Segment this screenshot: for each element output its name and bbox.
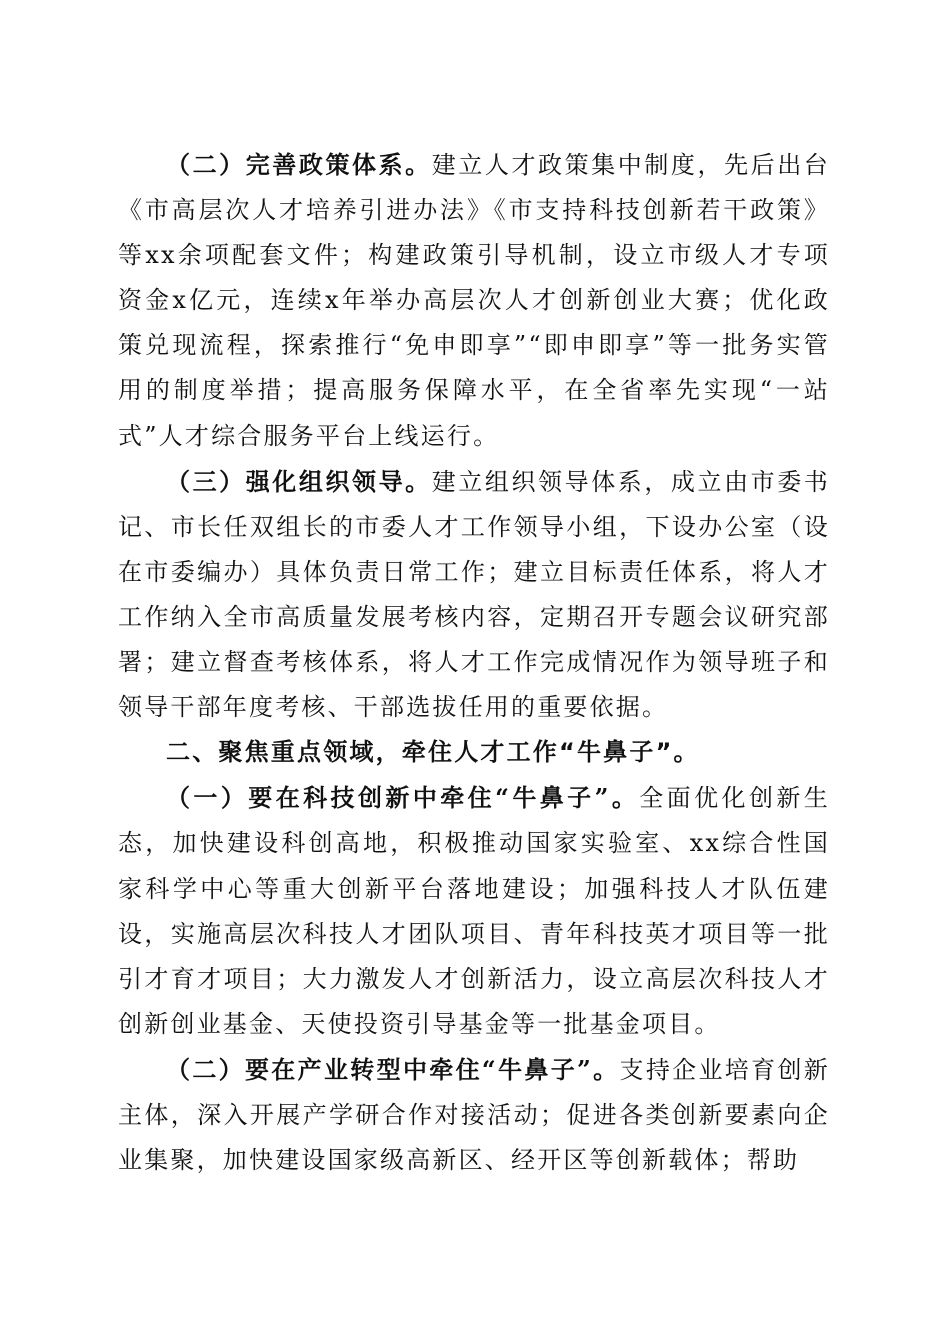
paragraph-lead: （一）要在科技创新中牵住“牛鼻子”。: [166, 783, 640, 813]
paragraph-lead: （三）强化组织领导。: [166, 466, 432, 496]
paragraph-lead: （二）完善政策体系。: [166, 150, 432, 179]
paragraph-tech-innovation: [118, 775, 830, 1047]
paragraph-body: 建立组织领导体系，成立由市委书记、市长任双组长的市委人才工作领导小组，下设办公室（设在市委编办）具体负责日常工作；建立目标责任体系，将人才工作纳入全市高质量发展考核内容，定期召开专题会议研究部署；建立督查考核体系，将人才工作完成情况作为领导班子和领导干部年度考核、干部选拔任用的重要依据。: [118, 467, 830, 722]
section-heading: 二、聚焦重点领域，牵住人才工作“牛鼻子”。: [166, 738, 700, 767]
document-body: [118, 142, 830, 1183]
paragraph-policy-system: [118, 142, 830, 459]
paragraph-lead: （二）要在产业转型中牵住“牛鼻子”。: [166, 1054, 620, 1084]
paragraph-body: 建立人才政策集中制度，先后出台《市高层次人才培养引进办法》《市支持科技创新若干政策》等xx余项配套文件；构建政策引导机制，设立市级人才专项资金x亿元，连续x年举办高层次人才创新创业大赛；优化政策兑现流程，探索推行“免申即享”“即申即享”等一批务实管用的制度举措；提高服务保障水平，在全省率先实现“一站式”人才综合服务平台上线运行。: [118, 151, 830, 450]
paragraph-industry-transformation: [118, 1047, 830, 1183]
paragraph-body: 全面优化创新生态，加快建设科创高地，积极推动国家实验室、xx综合性国家科学中心等重大创新平台落地建设；加强科技人才队伍建设，实施高层次科技人才团队项目、青年科技英才项目等一批引才育才项目；大力激发人才创新活力，设立高层次科技人才创新创业基金、天使投资引导基金等一批基金项目。: [118, 784, 830, 1038]
paragraph-body: 支持企业培育创新主体，深入开展产学研合作对接活动；促进各类创新要素向企业集聚，加快建设国家级高新区、经开区等创新载体；帮助: [118, 1055, 830, 1175]
paragraph-organization-leadership: [118, 459, 830, 731]
